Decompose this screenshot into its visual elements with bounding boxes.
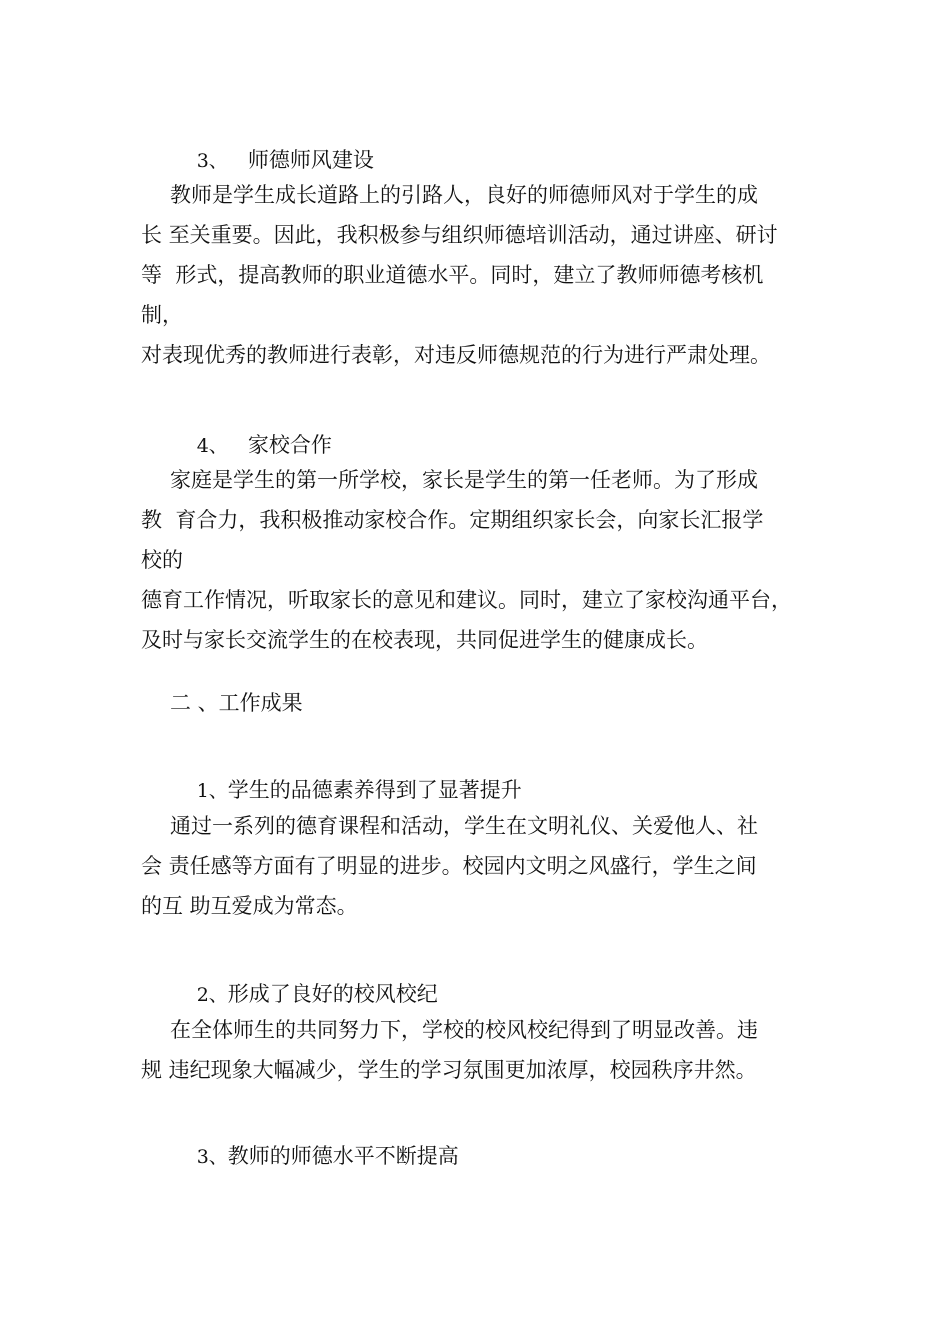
paragraph-line: 及时与家长交流学生的在校表现，共同促进学生的健康成长。: [141, 628, 708, 652]
paragraph-line: 教师是学生成长道路上的引路人，良好的师德师风对于学生的成: [170, 183, 758, 207]
paragraph-line: 的互 助互爱成为常态。: [141, 894, 358, 918]
paragraph-line: 制，: [141, 303, 183, 327]
result-2-number: 2、: [196, 984, 228, 1006]
paragraph-line: 校的: [141, 548, 183, 572]
paragraph-line: 家庭是学生的第一所学校，家长是学生的第一任老师。为了形成: [170, 468, 758, 492]
paragraph-line: 在全体师生的共同努力下，学校的校风校纪得到了明显改善。违: [170, 1018, 758, 1042]
section-4-title: 家校合作: [247, 433, 332, 457]
paragraph-line: 等 形式，提高教师的职业道德水平。同时，建立了教师师德考核机: [141, 263, 764, 287]
result-3-heading: [170, 1117, 459, 1196]
paragraph-line: 教 育合力，我积极推动家校合作。定期组织家长会，向家长汇报学: [141, 508, 764, 532]
result-3-number: 3、: [196, 1146, 228, 1168]
paragraph-line: 通过一系列的德育课程和活动，学生在文明礼仪、关爱他人、社: [170, 814, 758, 838]
paragraph-line: 对表现优秀的教师进行表彰，对违反师德规范的行为进行严肃处理。: [141, 343, 771, 367]
result-1-title: 学生的品德素养得到了显著提升: [227, 778, 522, 802]
paragraph-line: 长 至关重要。因此，我积极参与组织师德培训活动，通过讲座、研讨: [141, 223, 778, 247]
section-4-number: 4、: [196, 435, 228, 457]
paragraph-line: 会 责任感等方面有了明显的进步。校园内文明之风盛行，学生之间: [141, 854, 757, 878]
result-2-title: 形成了良好的校风校纪: [227, 982, 438, 1006]
section-3-number: 3、: [196, 150, 228, 172]
paragraph-line: 德育工作情况，听取家长的意见和建议。同时，建立了家校沟通平台，: [141, 588, 792, 612]
section-3-title: 师德师风建设: [247, 148, 374, 172]
part-2-heading: 二 、工作成果: [170, 691, 303, 715]
paragraph-line: 规 违纪现象大幅减少，学生的学习氛围更加浓厚，校园秩序井然。: [141, 1058, 757, 1082]
result-3-title: 教师的师德水平不断提高: [227, 1144, 459, 1168]
result-1-number: 1、: [196, 780, 228, 802]
